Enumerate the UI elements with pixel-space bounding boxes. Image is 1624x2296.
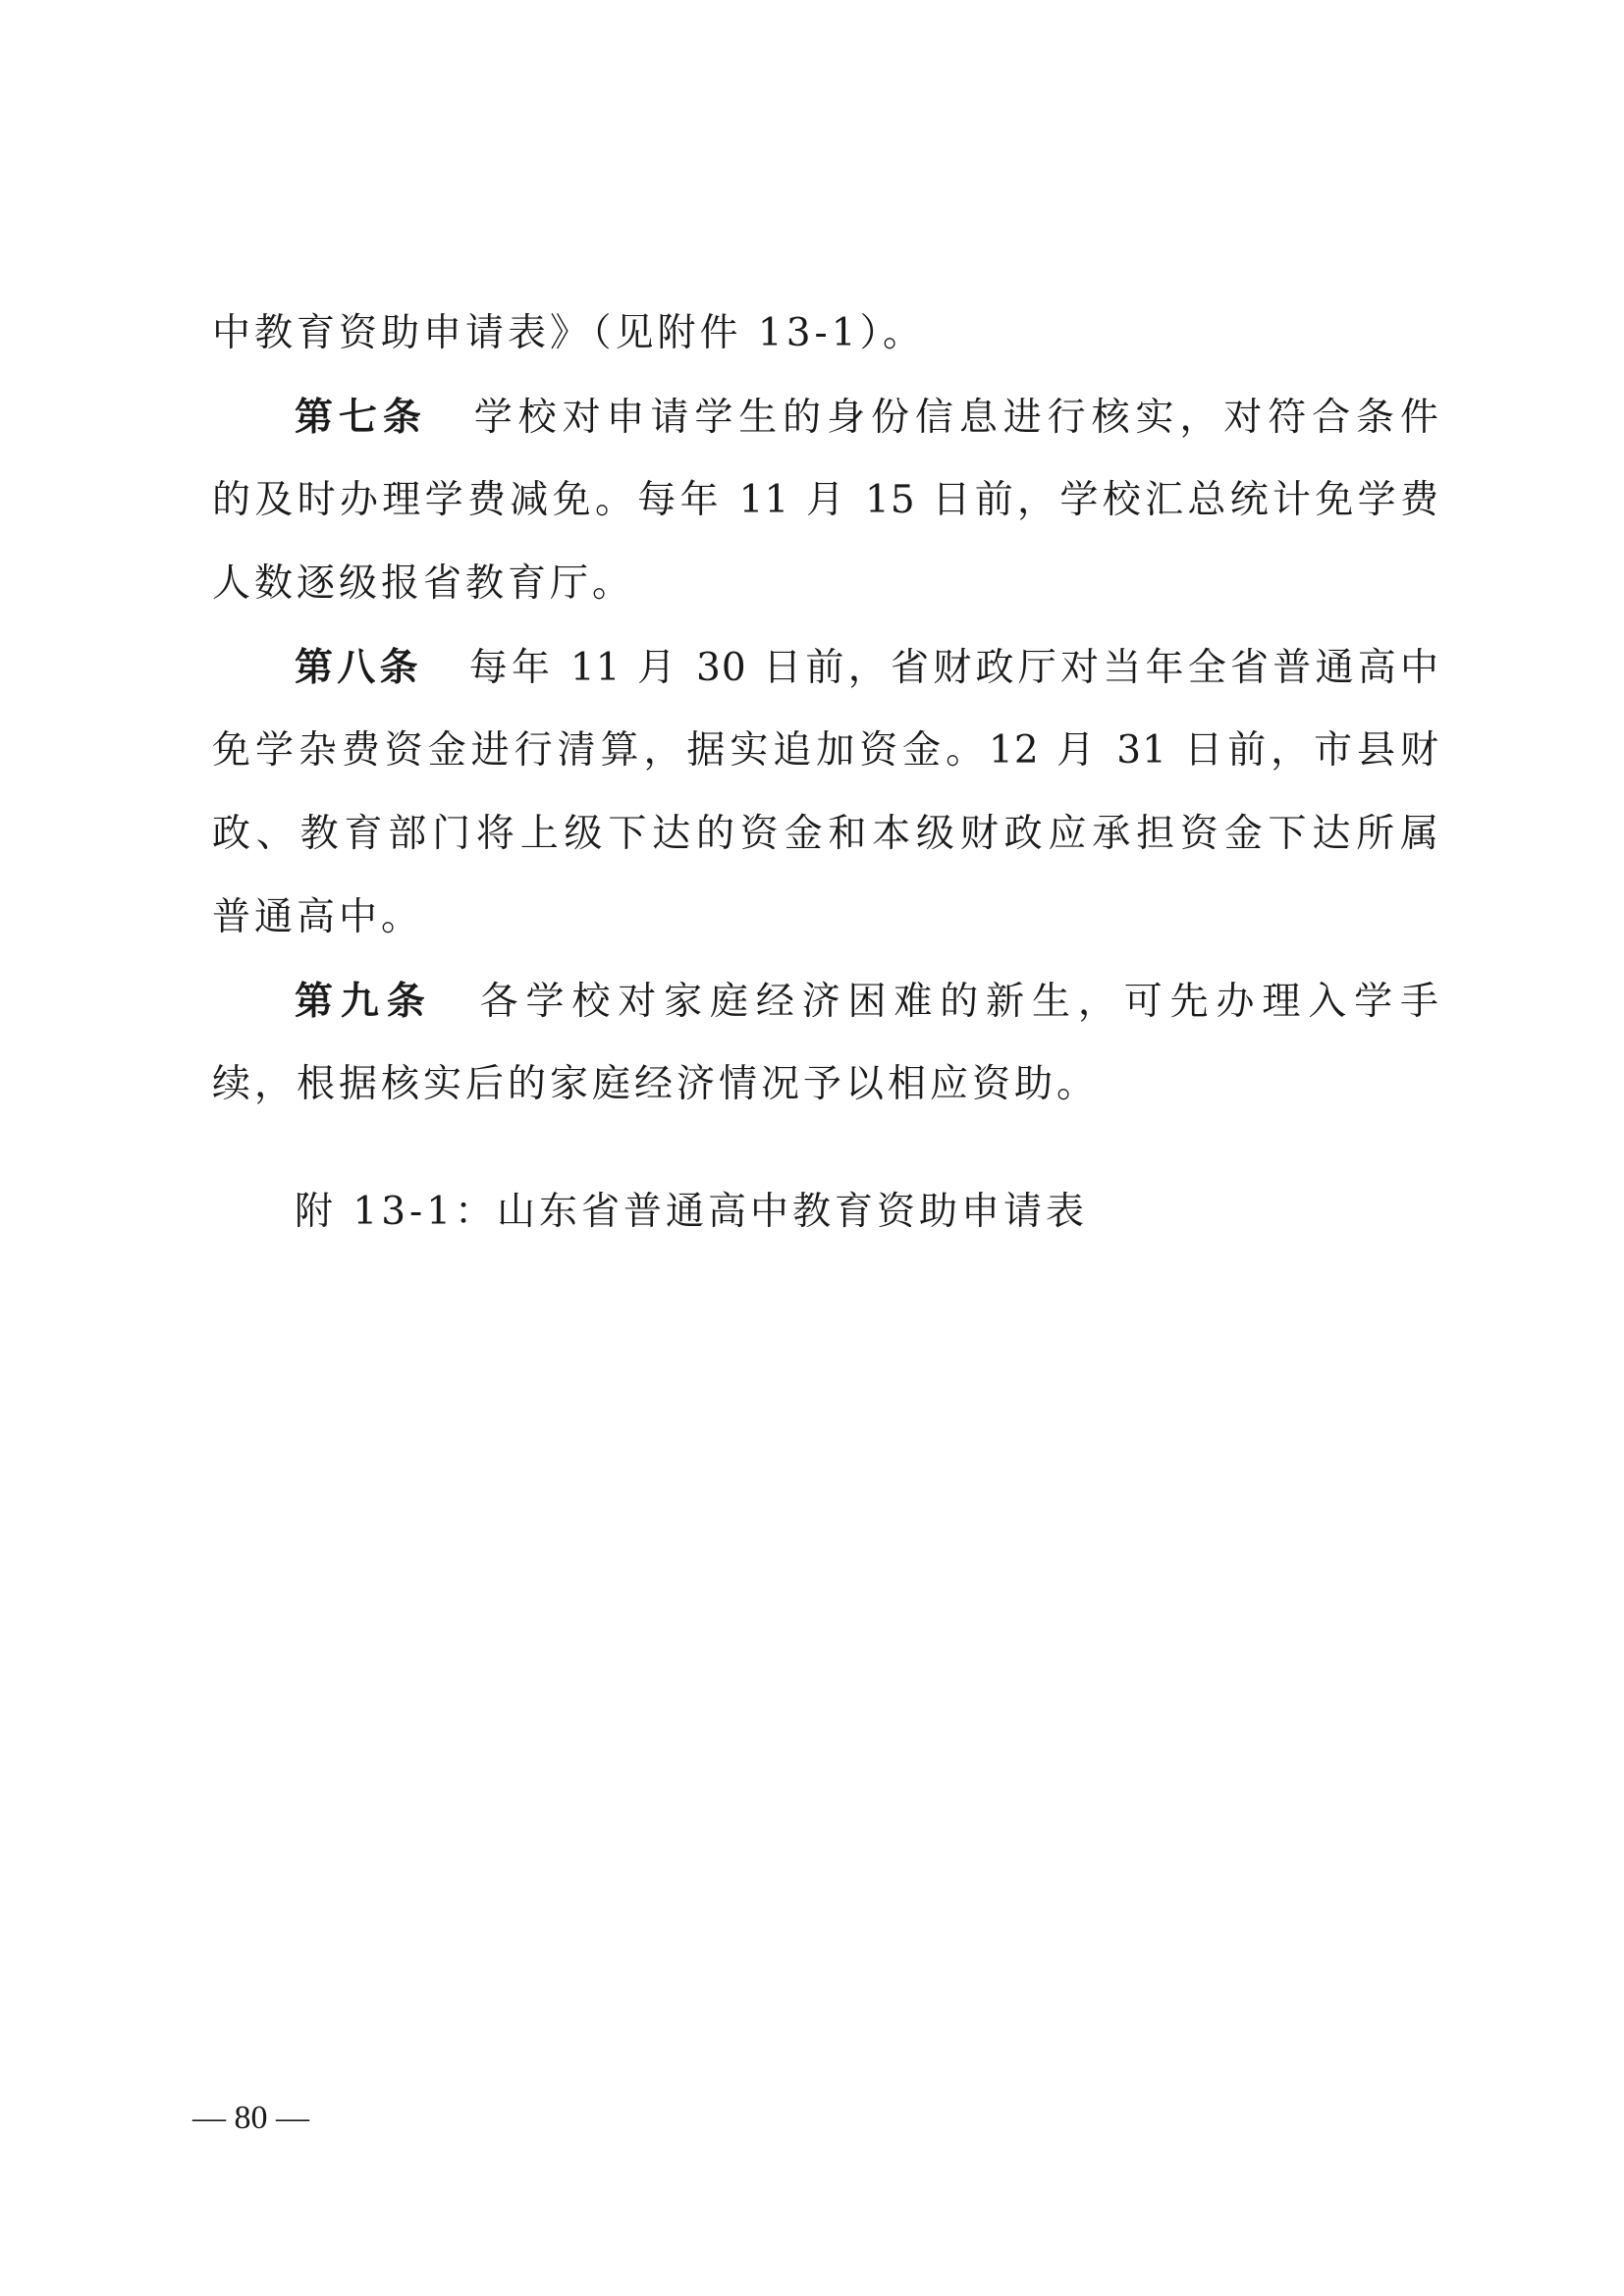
paragraph-line: 普通高中。 <box>212 895 424 939</box>
paragraph-line: 续，根据核实后的家庭经济情况予以相应资助。 <box>212 1062 1100 1106</box>
article-8-text: 每年 11 月 30 日前，省财政厅对当年全省普通高中 <box>468 646 1439 690</box>
article-7-text: 学校对申请学生的身份信息进行核实，对符合条件 <box>473 396 1439 440</box>
paragraph-line: 政、教育部门将上级下达的资金和本级财政应承担资金下达所属 <box>212 812 1439 856</box>
paragraph-line: 免学杂费资金进行清算，据实追加资金。12 月 31 日前，市县财 <box>212 728 1439 773</box>
article-9-first-line <box>295 977 1439 1027</box>
paragraph-line: 中教育资助申请表》（见附件 13-1）。 <box>212 311 926 355</box>
article-8-first-line <box>295 643 1439 693</box>
article-7-first-line <box>295 393 1439 443</box>
article-9-text: 各学校对家庭经济困难的新生，可先办理入学手 <box>479 980 1439 1024</box>
article-7-title: 第七条 <box>295 395 427 440</box>
article-9-title: 第九条 <box>295 979 433 1024</box>
paragraph-line: 人数逐级报省教育厅。 <box>212 561 635 606</box>
page-number: — 80 — <box>192 2100 309 2136</box>
attachment-line: 附 13-1：山东省普通高中教育资助申请表 <box>295 1190 1089 1234</box>
paragraph-line: 的及时办理学费减免。每年 11 月 15 日前，学校汇总统计免学费 <box>212 478 1439 522</box>
article-8-title: 第八条 <box>295 645 422 690</box>
